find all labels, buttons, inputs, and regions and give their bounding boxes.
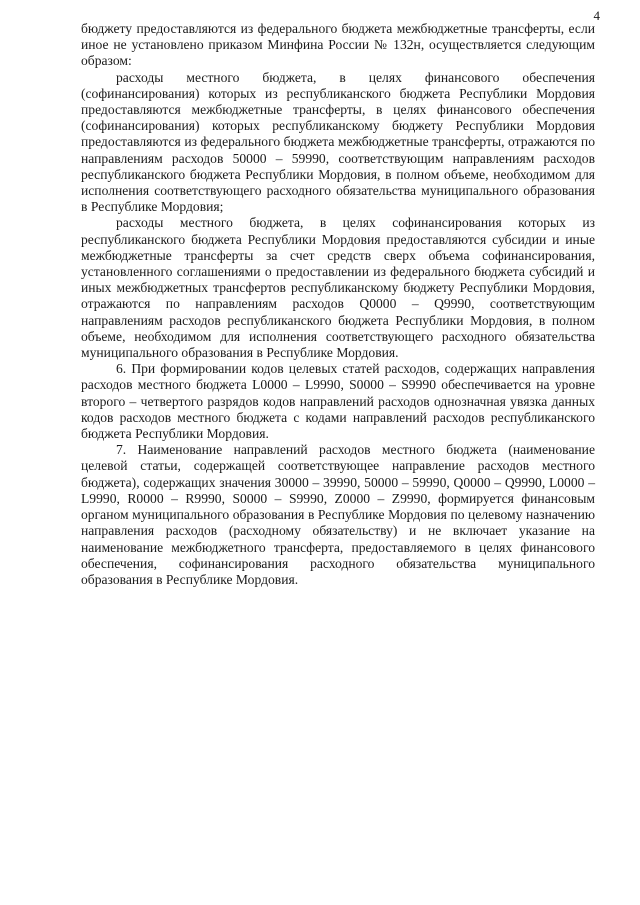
paragraph-cofinancing-transfers: расходы местного бюджета, в целях финансового обеспечения (софинансирования) которых из республиканского бюджета Республики Мордовия предоставляются межбюджетные трансферты, в целях финансового обеспечения (софинансирования) которых республиканскому бюджету Республики Мордовия предоставляются из федерального бюджета межбюджетные трансферты, отражаются по направлениям расходов 50000 – 59990, соответствующим направлениям расходов республиканского бюджета Республики Мордовия, в полном объеме, необходимом для исполнения соответствующего расходного обязательства муниципального образования в Республике Мордовия; — [81, 69, 595, 215]
paragraph-intro-continuation: бюджету предоставляются из федерального бюджета межбюджетные трансферты, если иное не установлено приказом Минфина России № 132н, осуществляется следующим образом: — [81, 21, 595, 69]
paragraph-item-7: 7. Наименование направлений расходов местного бюджета (наименование целевой статьи, содержащей соответствующее направление расходов местного бюджета), содержащих значения 30000 – 39990, 50000 – 59990, Q0000 – Q9990, L0000 – L9990, R0000 – R9990, S0000 – S9990, Z0000 – Z9990, формируется финансовым органом муниципального образования в Республике Мордовия по целевому назначению направления расходов (расходному обязательству) и не включает указание на наименование межбюджетного трансферта, предоставляемого в целях финансового обеспечения, софинансирования расходного обязательства муниципального образования в Республике Мордовия. — [81, 442, 595, 587]
document-body — [81, 21, 595, 588]
paragraph-item-6: 6. При формировании кодов целевых статей расходов, содержащих направления расходов местного бюджета L0000 – L9990, S0000 – S9990 обеспечивается на уровне второго – четвертого разрядов кодов направлений расходов однозначная увязка данных кодов расходов местного бюджета с кодами направлений расходов республиканского бюджета Республики Мордовия. — [81, 361, 595, 442]
page-number: 4 — [593, 8, 600, 23]
paragraph-cofinancing-subsidies: расходы местного бюджета, в целях софинансирования которых из республиканского бюджета Республики Мордовия предоставляются субсидии и иные межбюджетные трансферты за счет средств сверх объема софинансирования, установленного соглашениями о предоставлении из федерального бюджета субсидий и иных межбюджетных трансфертов республиканскому бюджету Республики Мордовия, отражаются по направлениям расходов Q0000 – Q9990, соответствующим направлениям расходов республиканского бюджета Республики Мордовия, в полном объеме, необходимом для исполнения соответствующего расходного обязательства муниципального образования в Республике Мордовия. — [81, 215, 595, 361]
